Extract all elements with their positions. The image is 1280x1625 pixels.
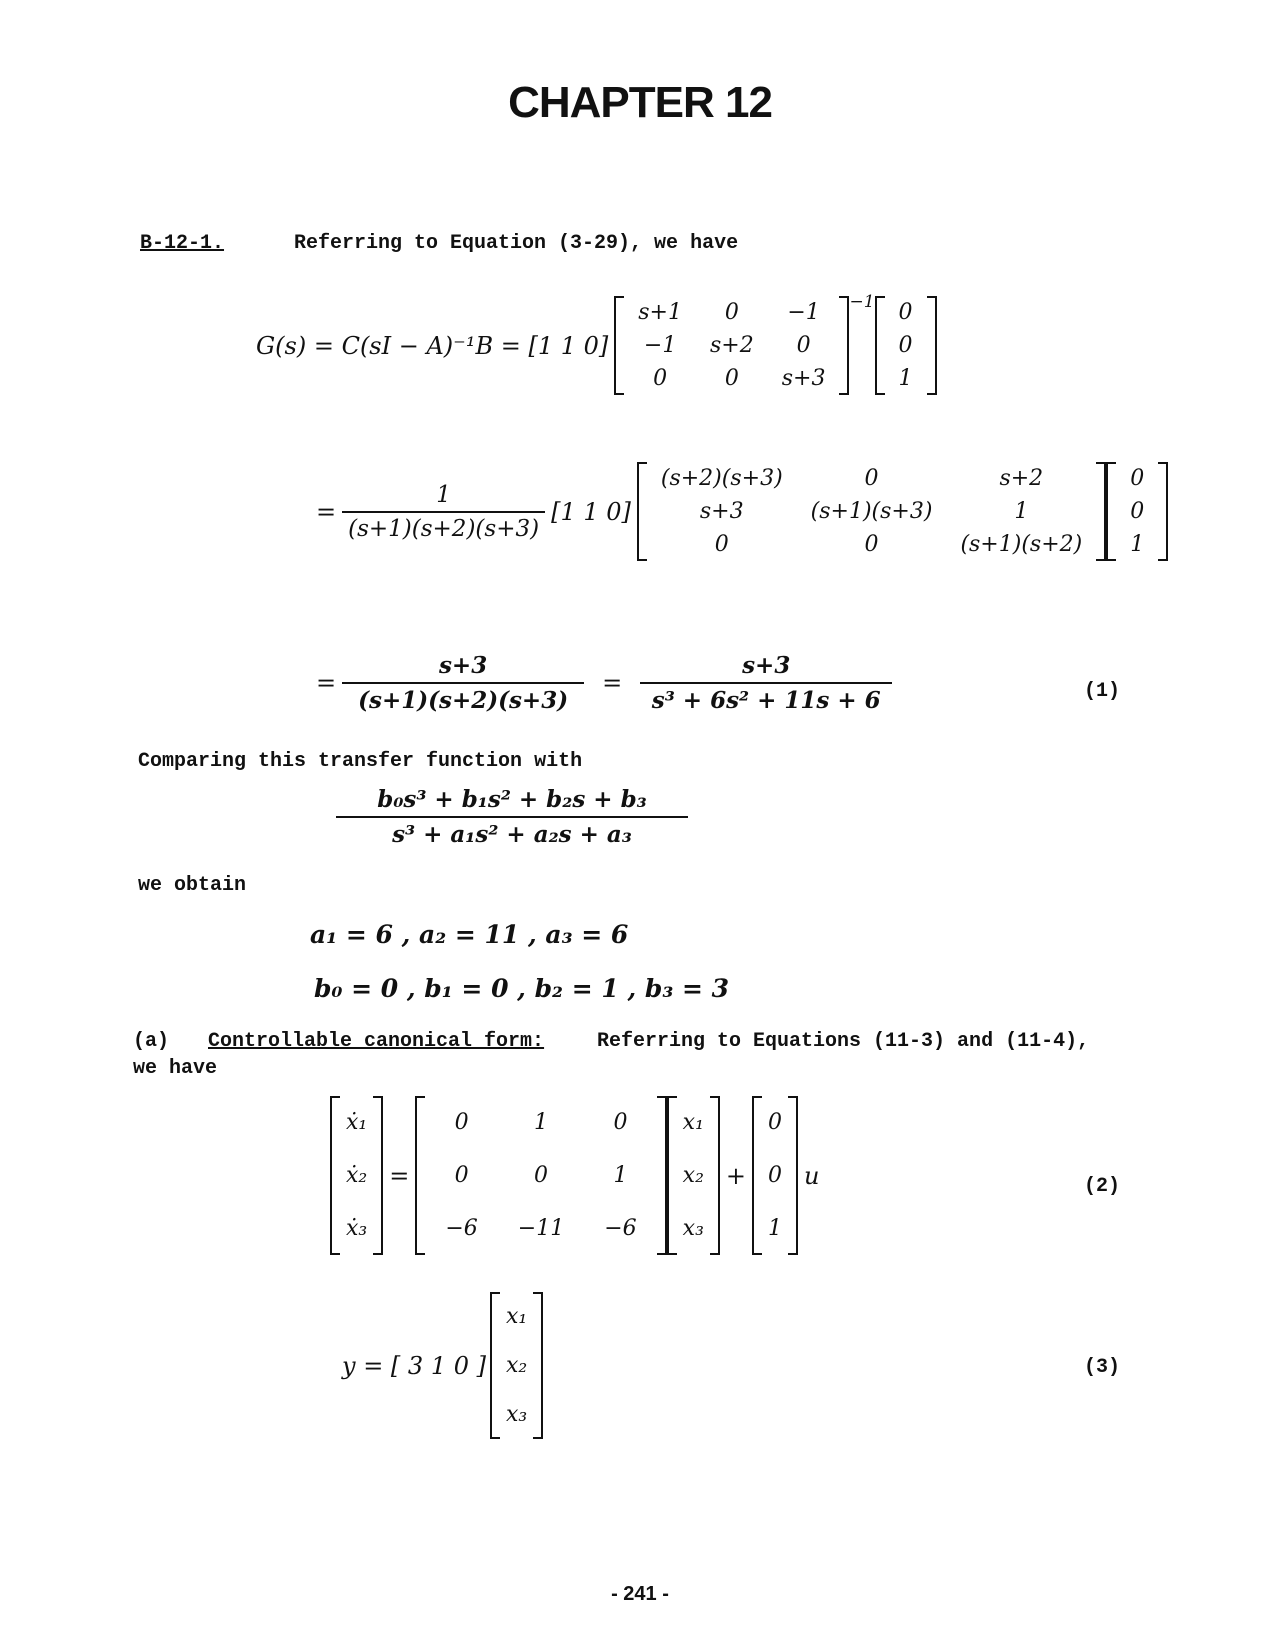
vector-cell: x₂ (505, 1353, 528, 1378)
equals-sign: = (316, 669, 337, 697)
state-vector (490, 1292, 543, 1439)
output-row: y = [ 3 1 0 ] (342, 1351, 486, 1380)
part-a-text2: we have (133, 1057, 218, 1080)
vector-cell: ẋ₃ (346, 1216, 368, 1241)
fraction-denominator: s³ + 6s² + 11s + 6 (640, 682, 892, 714)
plus-sign: + (725, 1161, 746, 1190)
matrix-cell: 0 (724, 366, 739, 391)
vector-cell: 1 (768, 1216, 782, 1241)
equation-number: (3) (1084, 1356, 1121, 1379)
part-a-label: (a) (133, 1030, 170, 1053)
equals-sign: = (389, 1161, 410, 1190)
equation-3 (336, 1292, 543, 1439)
equation-g (250, 292, 937, 395)
matrix-cell: −11 (517, 1216, 565, 1241)
problem-intro: Referring to Equation (3-29), we have (294, 232, 739, 255)
fraction-numerator: s+3 (438, 652, 488, 679)
problem-label: B-12-1. (140, 232, 225, 255)
matrix-cell: (s+1)(s+2) (960, 532, 1083, 557)
obtain-text: we obtain (138, 874, 247, 897)
state-vector (667, 1096, 720, 1255)
equation-adjugate (310, 462, 1168, 561)
vector-cell: x₁ (505, 1304, 528, 1329)
vector-cell: x₂ (682, 1163, 704, 1188)
vector-cell: ẋ₁ (346, 1110, 368, 1135)
fraction-denominator: s³ + a₁s² + a₂s + a₃ (336, 816, 688, 848)
matrix-cell: −1 (787, 300, 820, 325)
a-matrix (415, 1096, 666, 1255)
adjugate-matrix (637, 462, 1106, 561)
fraction-denominator: (s+1)(s+2)(s+3) (342, 511, 545, 542)
matrix-cell: 0 (613, 1110, 628, 1135)
inverse-superscript: −1 (849, 292, 875, 312)
fraction (342, 652, 584, 714)
matrix-cell: 0 (534, 1163, 548, 1188)
matrix-cell: −6 (604, 1216, 637, 1241)
input-u: u (804, 1161, 820, 1190)
vector-cell: x₃ (682, 1216, 704, 1241)
fraction (342, 482, 545, 542)
matrix-cell: s+3 (781, 366, 826, 391)
vector-cell: 0 (898, 300, 913, 325)
matrix-cell: 0 (724, 300, 739, 325)
row-vector: [1 1 0] (551, 497, 631, 526)
matrix-cell: 0 (796, 333, 811, 358)
inverse-matrix (614, 296, 849, 395)
compare-text: Comparing this transfer function with (138, 750, 583, 773)
matrix-cell: 0 (653, 366, 668, 391)
coefficients-a: a₁ = 6 , a₂ = 11 , a₃ = 6 (310, 920, 629, 949)
vector-cell: 0 (768, 1110, 782, 1135)
general-transfer-function (336, 786, 688, 848)
matrix-cell: 0 (714, 532, 729, 557)
fraction (336, 786, 688, 848)
equation-number: (1) (1084, 680, 1121, 703)
vector-cell: 1 (1130, 532, 1145, 557)
fraction-numerator: s+3 (742, 652, 791, 679)
vector-cell: x₁ (682, 1110, 704, 1135)
part-a-title: Controllable canonical form: (208, 1030, 545, 1053)
matrix-cell: s+2 (710, 333, 754, 358)
equation-1 (310, 652, 892, 714)
vector-cell: x₃ (505, 1402, 528, 1427)
equation-number: (2) (1084, 1175, 1121, 1198)
matrix-cell: 0 (864, 466, 879, 491)
matrix-cell: 1 (534, 1110, 548, 1135)
matrix-cell: (s+2)(s+3) (660, 466, 783, 491)
part-a-text: Referring to Equations (11-3) and (11-4), (597, 1030, 1090, 1053)
fraction (640, 652, 892, 714)
matrix-cell: s+1 (638, 300, 682, 325)
matrix-cell: s+3 (699, 499, 744, 524)
vector-cell: 1 (898, 366, 913, 391)
matrix-cell: 0 (864, 532, 879, 557)
matrix-cell: 1 (1014, 499, 1029, 524)
matrix-cell: 0 (454, 1163, 469, 1188)
chapter-title: CHAPTER 12 (508, 78, 772, 127)
fraction-numerator: b₀s³ + b₁s² + b₂s + b₃ (377, 786, 647, 813)
b-vector (875, 296, 937, 395)
equation-2 (330, 1096, 825, 1255)
fraction-numerator: 1 (436, 481, 451, 508)
matrix-cell: −1 (643, 333, 677, 358)
matrix-cell: −6 (445, 1216, 478, 1241)
matrix-cell: s+2 (999, 466, 1044, 491)
g-lhs: G(s) = C(sI − A)⁻¹B = [1 1 0] (256, 331, 609, 360)
page-number: - 241 - (611, 1583, 669, 1605)
state-derivative-vector (330, 1096, 383, 1255)
input-vector (752, 1096, 798, 1255)
matrix-cell: (s+1)(s+3) (810, 499, 933, 524)
vector-cell: ẋ₂ (346, 1163, 368, 1188)
b-vector (1106, 462, 1168, 561)
coefficients-b: b₀ = 0 , b₁ = 0 , b₂ = 1 , b₃ = 3 (314, 974, 730, 1003)
vector-cell: 0 (898, 333, 913, 358)
matrix-cell: 1 (613, 1163, 628, 1188)
equals-sign: = (316, 497, 337, 526)
matrix-cell: 0 (454, 1110, 469, 1135)
vector-cell: 0 (1130, 499, 1145, 524)
vector-cell: 0 (1130, 466, 1145, 491)
vector-cell: 0 (768, 1163, 782, 1188)
equals-sign: = (602, 669, 623, 697)
fraction-denominator: (s+1)(s+2)(s+3) (342, 682, 584, 714)
